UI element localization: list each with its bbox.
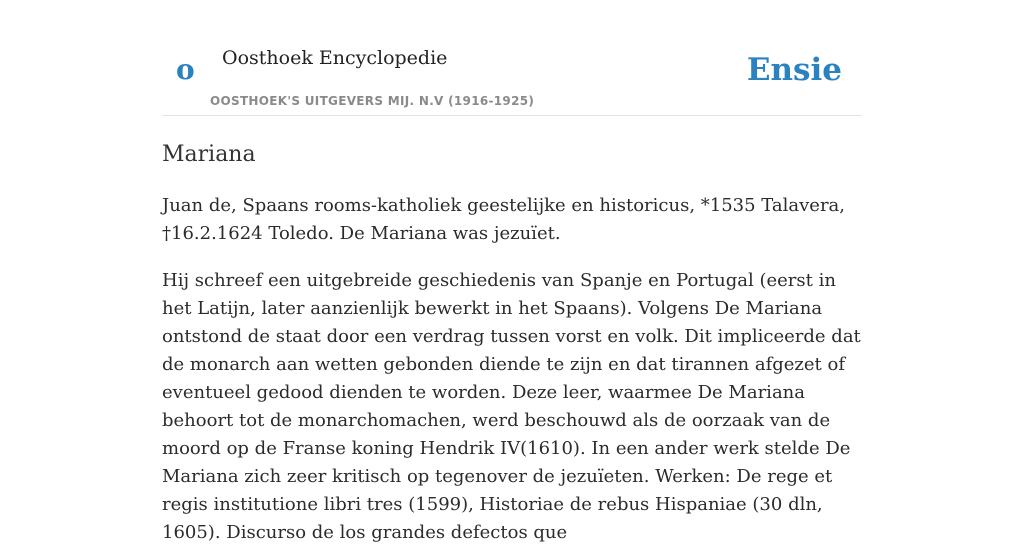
article-paragraph: Juan de, Spaans rooms-katholiek geestelijke en historicus, *1535 Talavera, †16.2.1624 Toledo. De Mariana was jezuïet.	[162, 195, 846, 244]
content-container	[162, 0, 862, 547]
article-title: Mariana	[162, 142, 256, 167]
article-paragraph: Hij schreef een uitgebreide geschiedenis van Spanje en Portugal (eerst in het Latijn, later aanzienlijk bewerkt in het Spaans). Volgens De Mariana ontstond de staat door een verdrag tussen vorst en volk. Dit impliceerde dat de monarch aan wetten gebonden diende te zijn en dat tirannen afgezet of eventueel gedood dienden te worden. Deze leer, waarmee De Mariana behoort tot de monarchomachen, werd beschouwd als de oorzaak van de moord op de Franse koning Hendrik IV(1610). In een ander werk stelde De Mariana zich zeer kritisch op tegenover de jezuïeten. Werken: De rege et regis institutione libri tres (1599), Historiae de rebus Hispaniae (30 dln, 1605). Discurso de los grandes defectos que	[162, 270, 861, 543]
oosthoek-logo-icon[interactable]: o	[176, 53, 195, 86]
ensie-brand-link[interactable]: Ensie	[746, 52, 842, 88]
site-title[interactable]: Oosthoek Encyclopedie	[222, 47, 448, 69]
article	[162, 140, 862, 547]
publisher-subtitle: OOSTHOEK'S UITGEVERS MIJ. N.V (1916-1925)	[210, 94, 535, 108]
site-header	[162, 0, 862, 116]
